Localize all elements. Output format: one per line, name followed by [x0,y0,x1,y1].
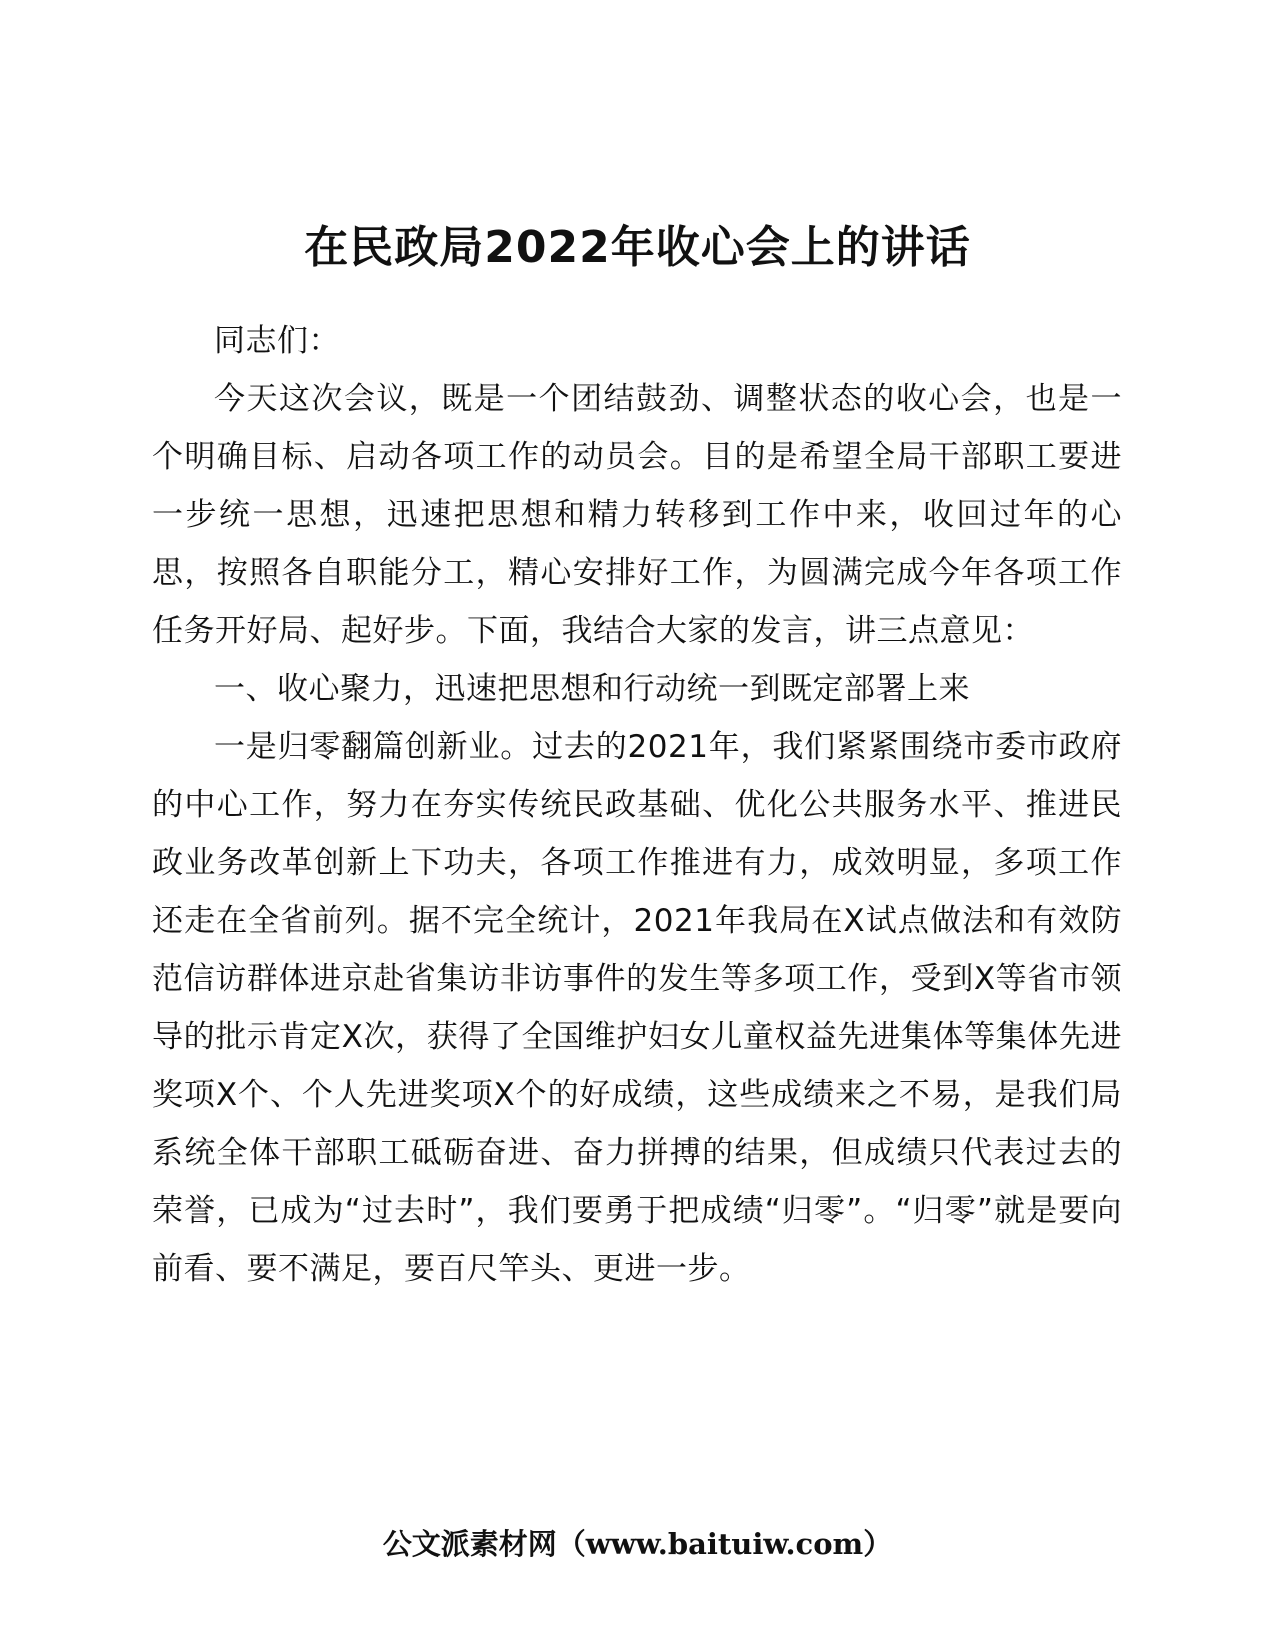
document-body [152,312,1122,1298]
page-title: 在民政局2022年收心会上的讲话 [304,222,971,273]
body-paragraph: 一是归零翻篇创新业。过去的2021年，我们紧紧围绕市委市政府的中心工作，努力在夯实传统民政基础、优化公共服务水平、推进民政业务改革创新上下功夫，各项工作推进有力，成效明显，多项工作还走在全省前列。据不完全统计，2021年我局在X试点做法和有效防范信访群体进京赴省集访非访事件的发生等多项工作，受到X等省市领导的批示肯定X次，获得了全国维护妇女儿童权益先进集体等集体先进奖项X个、个人先进奖项X个的好成绩，这些成绩来之不易，是我们局系统全体干部职工砥砺奋进、奋力拼搏的结果，但成绩只代表过去的荣誉，已成为“过去时”，我们要勇于把成绩“归零”。“归零”就是要向前看、要不满足，要百尺竿头、更进一步。 [152,729,1122,1287]
salutation-paragraph: 同志们： [214,323,340,359]
footer-watermark: 公文派素材网（www.baituiw.com） [382,1527,893,1561]
section-heading: 一、收心聚力，迅速把思想和行动统一到既定部署上来 [214,671,970,707]
intro-paragraph: 今天这次会议，既是一个团结鼓劲、调整状态的收心会，也是一个明确目标、启动各项工作的动员会。目的是希望全局干部职工要进一步统一思想，迅速把思想和精力转移到工作中来，收回过年的心思，按照各自职能分工，精心安排好工作，为圆满完成今年各项工作任务开好局、起好步。下面，我结合大家的发言，讲三点意见： [152,381,1122,649]
